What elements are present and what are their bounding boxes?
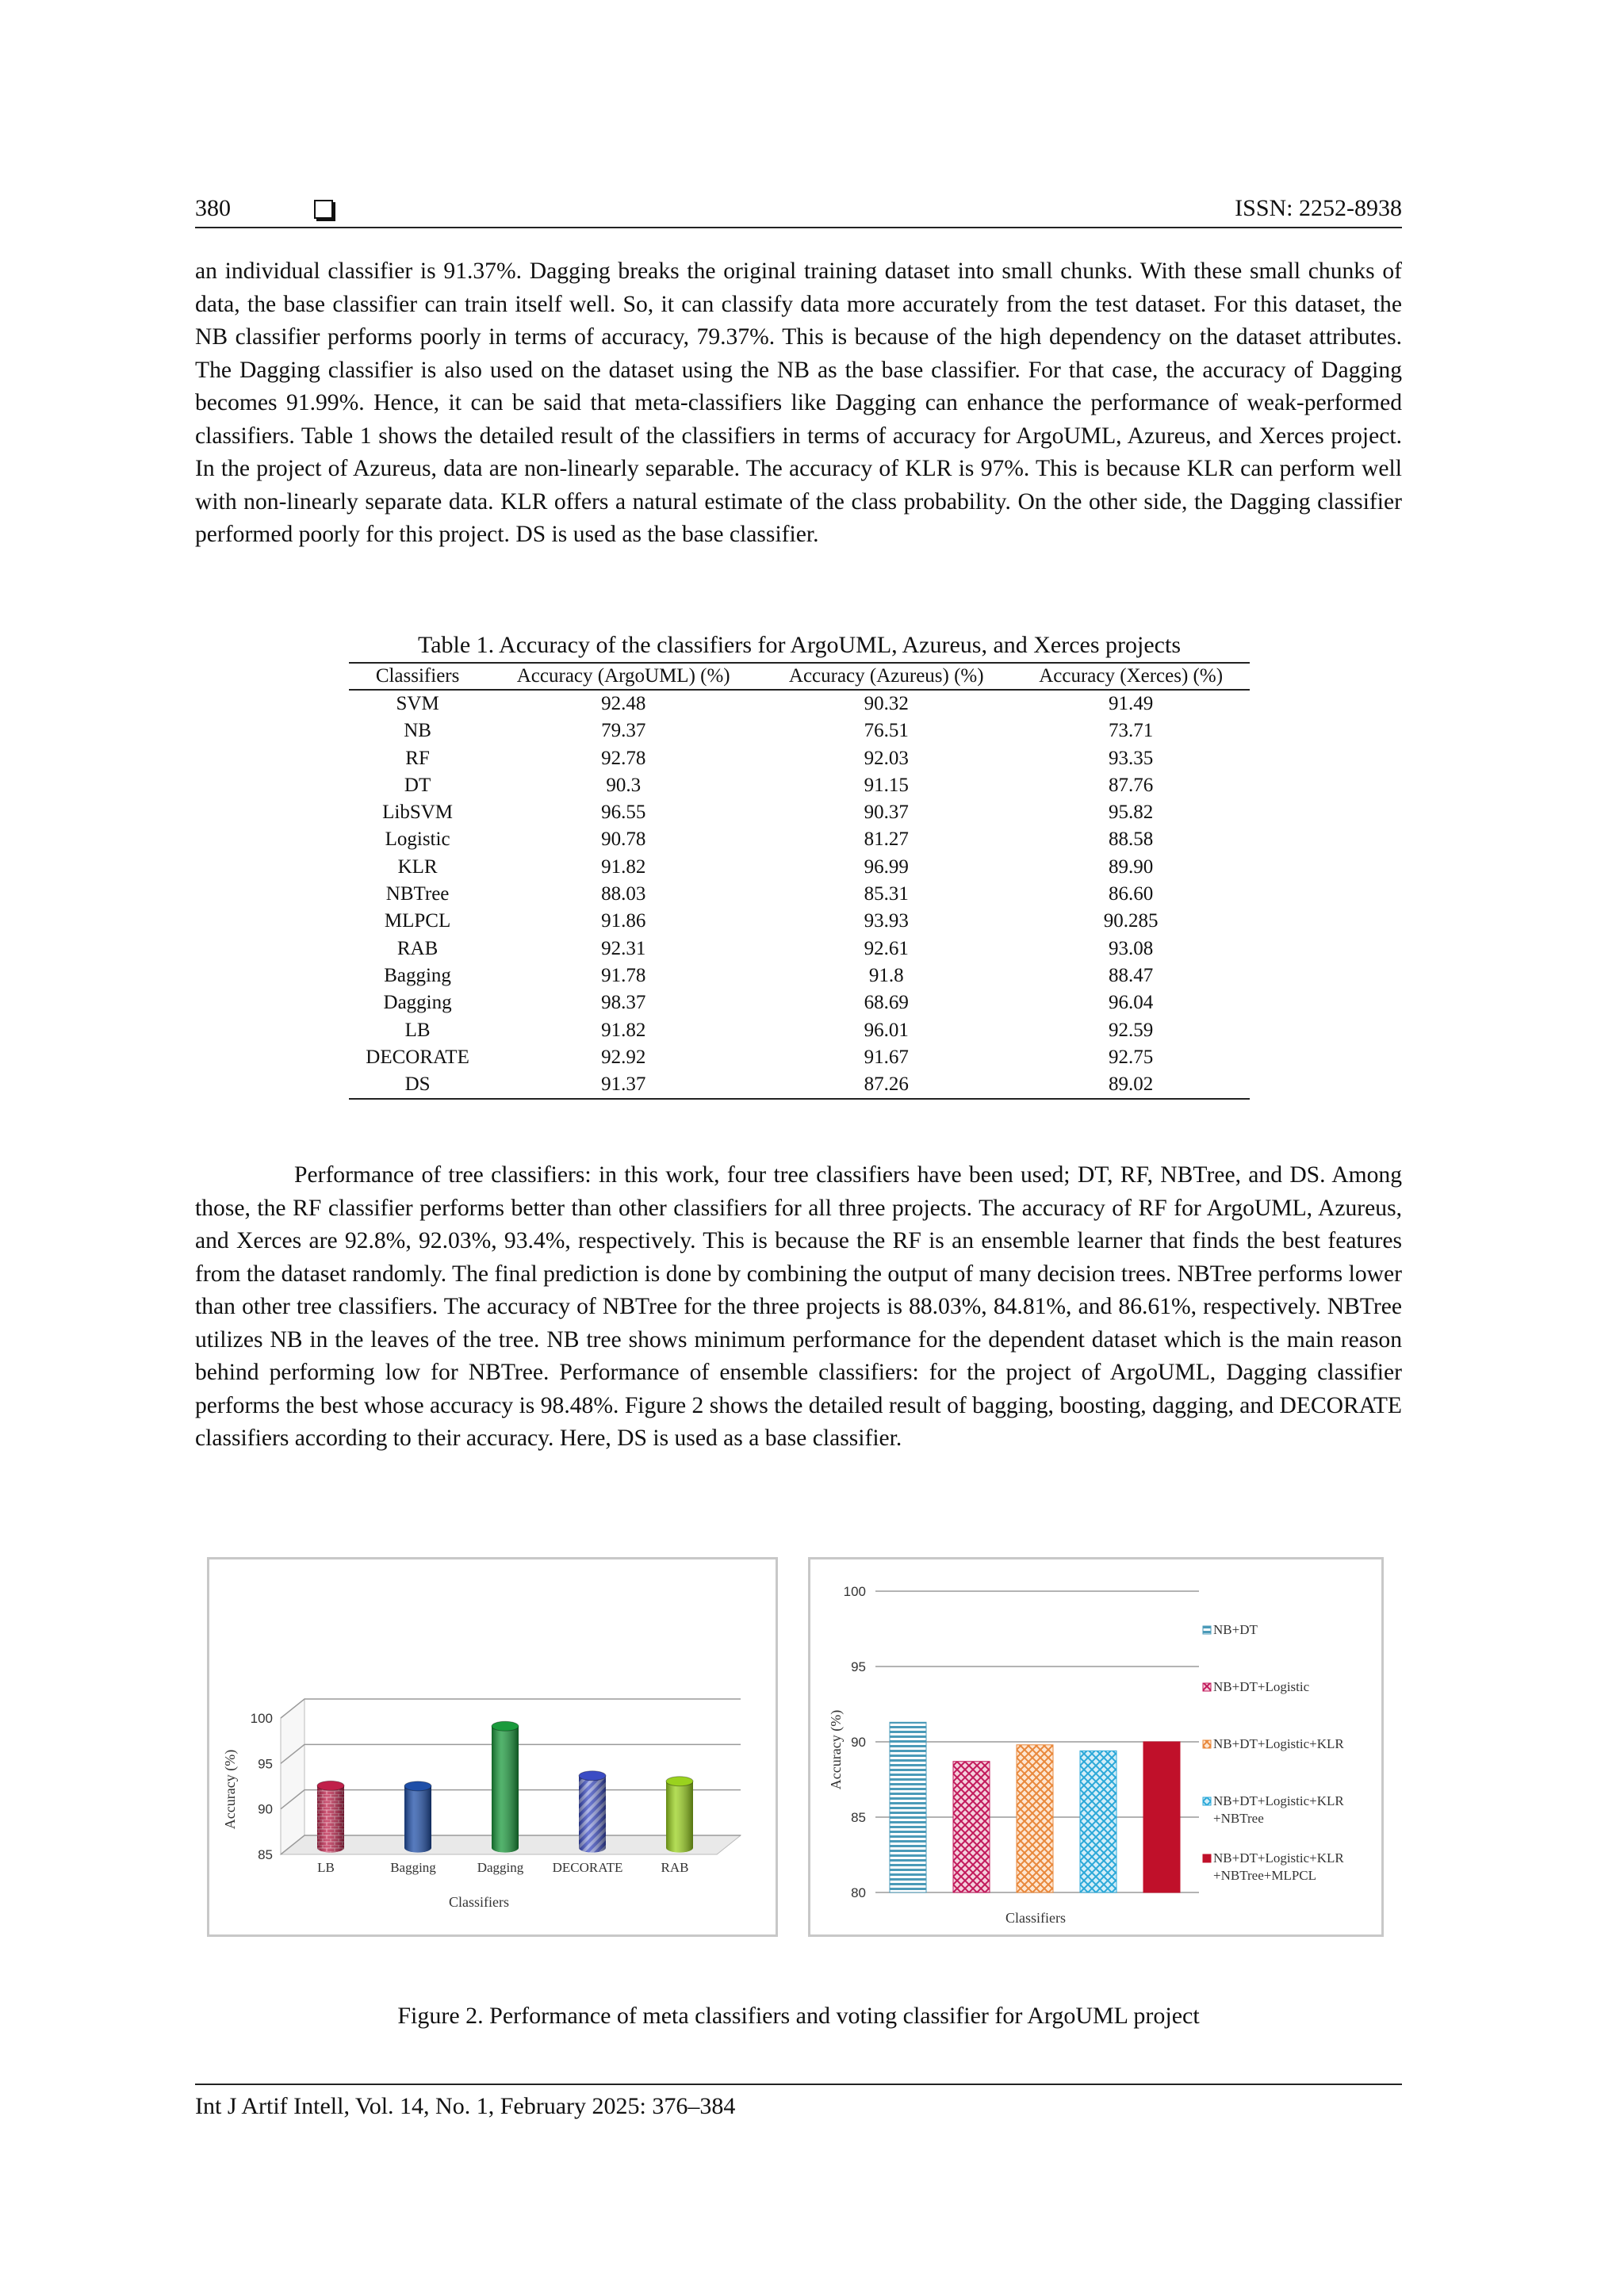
chart2-legend-label: NB+DT+Logistic+KLR (1213, 1850, 1344, 1866)
table-cell: SVM (396, 693, 439, 714)
chart1-bar-top (666, 1777, 693, 1786)
table-cell: 92.48 (601, 693, 646, 714)
table-cell: MLPCL (384, 910, 451, 932)
table-cell: 88.03 (601, 883, 646, 905)
page-footer (195, 2084, 1402, 2120)
chart2-ytick: 85 (851, 1810, 866, 1825)
table-row (349, 799, 1250, 826)
chart1-bar-rab (666, 1777, 693, 1853)
table-cell: 87.26 (760, 1071, 1012, 1099)
table-cell: 90.3 (606, 774, 642, 796)
table-cell: 76.51 (864, 720, 909, 742)
table-row (349, 826, 1250, 853)
table-cell: 92.61 (864, 937, 909, 959)
footer-citation: Int J Artif Intell, Vol. 14, No. 1, February 2025: 376–384 (195, 2093, 736, 2119)
table-cell: DT (404, 774, 431, 796)
chart1-svg (209, 1559, 776, 1934)
table-row (349, 962, 1250, 989)
table (349, 662, 1250, 1100)
table-cell: 92.78 (601, 747, 646, 769)
chart2-legend-label: +NBTree+MLPCL (1213, 1868, 1317, 1883)
chart1-bar-decorate (579, 1771, 606, 1853)
table-cell: KLR (397, 855, 438, 878)
chart1-ytick: 85 (258, 1847, 273, 1862)
chart2-legend-swatch (1203, 1797, 1211, 1805)
chart2-legend-swatch (1203, 1740, 1211, 1748)
table-cell: 92.92 (601, 1046, 646, 1068)
table-cell: 88.58 (1109, 828, 1154, 851)
table-cell: 92.59 (1109, 1019, 1154, 1041)
chart1-xtick: RAB (661, 1860, 689, 1875)
page-number: 380 (195, 195, 231, 221)
chart1-bar-lb (317, 1781, 344, 1852)
table-cell: RAB (396, 937, 439, 959)
chart2-bar (1143, 1742, 1180, 1892)
chart2-legend-label: NB+DT (1213, 1622, 1258, 1637)
chart1-bar-shade (404, 1786, 431, 1853)
table-row (349, 690, 1250, 718)
table-cell: 91.67 (864, 1046, 909, 1068)
table-cell: 89.90 (1109, 855, 1154, 878)
chart1-ytick: 90 (258, 1801, 273, 1817)
table-cell: 91.78 (601, 964, 646, 986)
table-cell: 91.49 (1109, 693, 1154, 714)
chart1-side-wall (281, 1699, 304, 1854)
chart1-xtick: Bagging (390, 1860, 436, 1875)
chart2-ytick: 95 (851, 1659, 866, 1674)
table-cell: LB (404, 1019, 431, 1041)
chart1-ylabel: Accuracy (%) (222, 1749, 238, 1830)
table-cell: 86.60 (1109, 883, 1154, 905)
table-header-cell: Accuracy (ArgoUML) (%) (486, 663, 760, 690)
table-cell: Bagging (384, 964, 451, 986)
table-cell: 91.82 (601, 855, 646, 878)
chart2-bar (1017, 1745, 1053, 1892)
table-header-cell: Classifiers (349, 663, 486, 690)
chart1-ytick: 95 (258, 1756, 273, 1772)
voting-classifier-chart (808, 1557, 1384, 1937)
table-row (349, 854, 1250, 881)
table-cell: 91.82 (601, 1019, 646, 1041)
table-cell: 92.31 (601, 937, 646, 959)
table-cell: 90.32 (864, 693, 909, 714)
chart1-ytick: 100 (250, 1711, 273, 1726)
table-cell: DS (349, 1071, 486, 1099)
table-cell: 90.78 (601, 828, 646, 851)
table-cell: 91.15 (864, 774, 909, 796)
table-cell: 96.04 (1109, 992, 1154, 1014)
chart1-gridline (281, 1699, 741, 1718)
chart1-bar-top (579, 1771, 606, 1781)
chart1-bar-shade (317, 1785, 344, 1852)
chart2-ytick: 80 (851, 1885, 866, 1900)
table-cell: 96.01 (864, 1019, 909, 1041)
chart2-bar (1080, 1751, 1116, 1892)
table-caption: Table 1. Accuracy of the classifiers for ArgoUML, Azureus, and Xerces projects (417, 632, 1182, 658)
table-header-cell: Accuracy (Azureus) (%) (760, 663, 1012, 690)
chart2-legend-swatch (1203, 1854, 1211, 1862)
chart1-bar-bagging (404, 1781, 431, 1853)
table-cell: 95.82 (1109, 802, 1154, 824)
table-header-row (349, 663, 1250, 690)
chart2-svg (810, 1559, 1381, 1934)
chart2-ytick: 100 (843, 1584, 866, 1599)
table-cell: 89.02 (1012, 1071, 1250, 1099)
issn: ISSN: 2252-8938 (1235, 195, 1402, 221)
paragraph-2: Performance of tree classifiers: in this work, four tree classifiers have been used; DT, RF, NBTree, and DS. Among those, the RF classifier performs better than other classifiers for all three projects. The accuracy of RF for ArgoUML, Azureus, and Xerces are 92.8%, 92.03%, 93.4%, respectively. This is because the RF is an ensemble learner that finds the best features from the dataset randomly. The final prediction is done by combining the output of many decision trees. NBTree performs lower than other tree classifiers. The accuracy of NBTree for the three projects is 88.03%, 84.81%, and 86.61%, respectively. NBTree utilizes NB in the leaves of the tree. NB tree shows minimum performance for the dependent dataset which is the main reason behind performing low for NBTree. Performance of ensemble classifiers: for the project of ArgoUML, Dagging classifier performs the best whose accuracy is 98.48%. Figure 2 shows the detailed result of bagging, boosting, dagging, and DECORATE classifiers according to their accuracy. Here, DS is used as a base classifier. (195, 1162, 1402, 1451)
chart2-legend-label: NB+DT+Logistic (1213, 1679, 1310, 1694)
table-cell: LibSVM (382, 802, 454, 824)
table-row (349, 718, 1250, 744)
accuracy-table (349, 632, 1250, 1100)
table-cell: RF (405, 747, 430, 769)
table-header-cell: Accuracy (Xerces) (%) (1012, 663, 1250, 690)
table-cell: Dagging (383, 992, 452, 1014)
table-cell: NBTree (385, 883, 450, 905)
chart2-legend-swatch (1203, 1626, 1211, 1634)
chart1-xtick: LB (317, 1860, 335, 1875)
chart1-bar-top (404, 1781, 431, 1791)
chart2-bar (890, 1722, 926, 1892)
table-cell: 88.47 (1109, 964, 1154, 986)
table-cell: 92.03 (864, 747, 909, 769)
chart2-xlabel: Classifiers (1005, 1910, 1066, 1926)
chart2-ytick: 90 (851, 1735, 866, 1750)
chart2-bar (953, 1762, 990, 1892)
table-cell: 68.69 (864, 992, 909, 1014)
chart2-ylabel: Accuracy (%) (828, 1709, 844, 1790)
chart1-bar-dagging (492, 1721, 519, 1852)
chart2-legend-label: NB+DT+Logistic+KLR (1213, 1793, 1344, 1808)
chart1-bar-top (492, 1721, 519, 1731)
table-cell: 96.55 (601, 802, 646, 824)
table-cell: 90.285 (1103, 910, 1159, 932)
meta-classifier-chart (207, 1557, 778, 1937)
chart1-xtick: DECORATE (552, 1860, 623, 1875)
table-row (349, 881, 1250, 908)
table-cell: 79.37 (601, 720, 646, 742)
table-cell: 85.31 (864, 883, 909, 905)
chart2-legend-swatch (1203, 1683, 1211, 1691)
table-cell: 81.27 (864, 828, 909, 851)
chart1-xlabel: Classifiers (449, 1894, 509, 1910)
table-cell: 93.93 (864, 910, 909, 932)
square-icon (314, 200, 333, 219)
table-cell: DECORATE (366, 1046, 469, 1068)
table-cell: NB (404, 720, 431, 742)
table-row (349, 1017, 1250, 1044)
table-body (349, 690, 1250, 1099)
chart2-legend-label: +NBTree (1213, 1811, 1264, 1826)
table-cell: 91.37 (486, 1071, 760, 1099)
table-row (349, 936, 1250, 962)
table-row (349, 1044, 1250, 1071)
paragraph-1: an individual classifier is 91.37%. Dagging breaks the original training dataset into small chunks. With these small chunks of data, the base classifier can train itself well. So, it can classify data more accurately from the test dataset. For this dataset, the NB classifier performs poorly in terms of accuracy, 79.37%. This is because of the high dependency on the dataset attributes. The Dagging classifier is also used on the dataset using the NB as the base classifier. For that case, the accuracy of Dagging becomes 91.99%. Hence, it can be said that meta-classifiers like Dagging can enhance the performance of weak-performed classifiers. Table 1 shows the detailed result of the classifiers in terms of accuracy for ArgoUML, Azureus, and Xerces project. In the project of Azureus, data are non-linearly separable. The accuracy of KLR is 97%. This is because KLR can perform well with non-linearly separate data. KLR offers a natural estimate of the class probability. On the other side, the Dagging classifier performed poorly for this project. DS is used as the base classifier. (195, 258, 1402, 547)
table-row (349, 989, 1250, 1016)
chart1-bar-top (317, 1781, 344, 1790)
table-cell: 73.71 (1109, 720, 1154, 742)
table-row (349, 908, 1250, 935)
chart2-legend-label: NB+DT+Logistic+KLR (1213, 1736, 1344, 1751)
table-cell: 92.75 (1109, 1046, 1154, 1068)
table-cell: 91.8 (868, 964, 904, 986)
page-header (195, 195, 1402, 228)
chart1-xtick: Dagging (477, 1860, 524, 1875)
table-cell: Logistic (385, 828, 450, 851)
figure-caption: Figure 2. Performance of meta classifiers and voting classifier for ArgoUML project (397, 2003, 1200, 2029)
table-cell: 87.76 (1109, 774, 1154, 796)
chart1-bar-shade (666, 1781, 693, 1853)
table-row (349, 1071, 1250, 1099)
table-cell: 93.35 (1109, 747, 1154, 769)
table-row (349, 772, 1250, 799)
chart1-bar-shade (579, 1776, 606, 1853)
table-cell: 98.37 (601, 992, 646, 1014)
table-row (349, 745, 1250, 772)
table-cell: 96.99 (864, 855, 909, 878)
table-cell: 91.86 (601, 910, 646, 932)
table-cell: 93.08 (1109, 937, 1154, 959)
table-cell: 90.37 (864, 802, 909, 824)
chart1-bar-shade (492, 1726, 519, 1852)
